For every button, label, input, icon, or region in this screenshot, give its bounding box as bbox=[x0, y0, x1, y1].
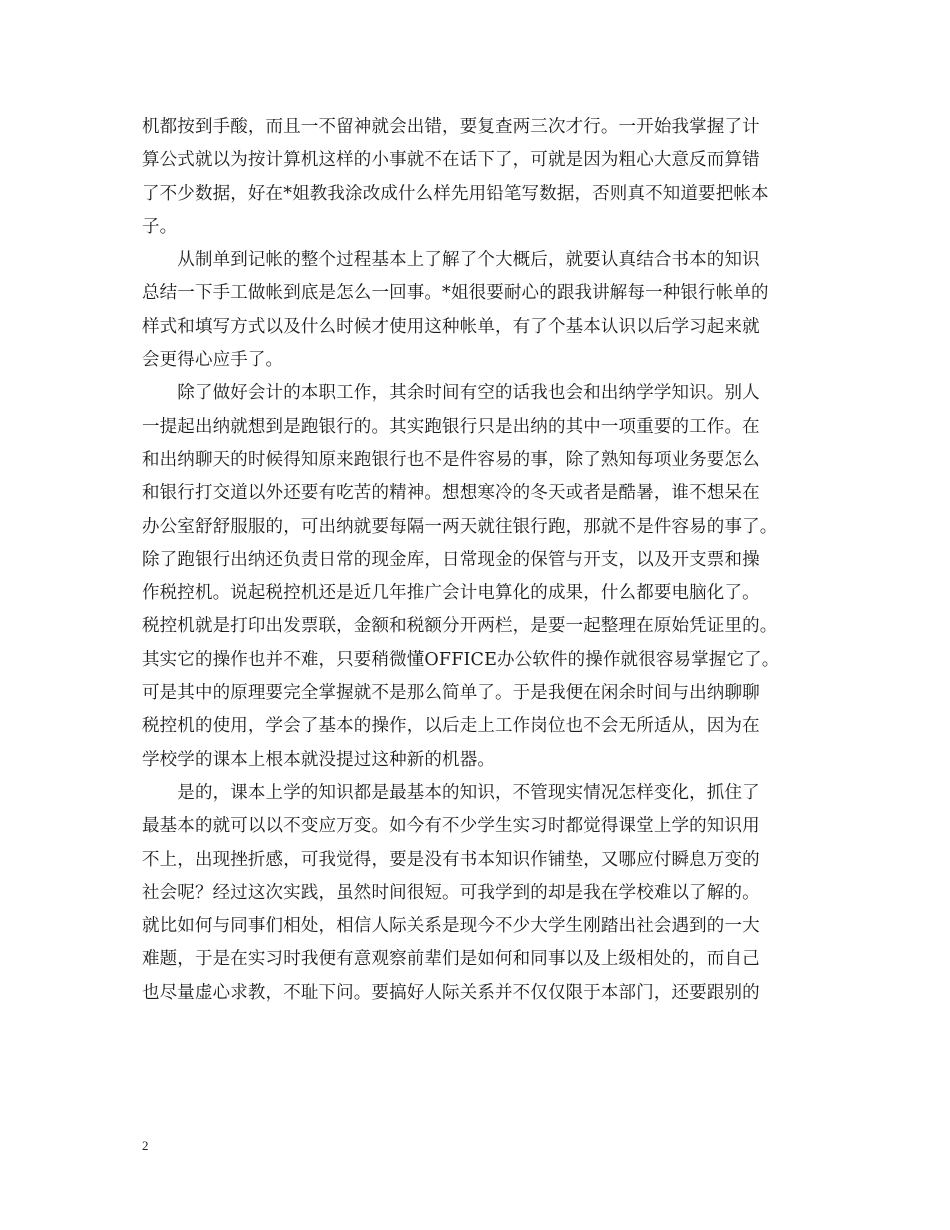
text-line: 和银行打交道以外还要有吃苦的精神。想想寒冷的冬天或者是酷暑，谁不想呆在 bbox=[142, 483, 760, 504]
paragraph bbox=[142, 244, 822, 377]
text-line: 学校学的课本上根本就没提过这种新的机器。 bbox=[142, 749, 495, 770]
text-line: 样式和填写方式以及什么时候才使用这种帐单，有了个基本认识以后学习起来就 bbox=[142, 316, 760, 337]
text-line: 也尽量虚心求教，不耻下问。要搞好人际关系并不仅仅限于本部门，还要跟别的 bbox=[142, 982, 760, 1003]
text-line: 算公式就以为按计算机这样的小事就不在话下了，可就是因为粗心大意反而算错 bbox=[142, 150, 760, 171]
paragraph bbox=[142, 777, 822, 1010]
text-line: 了不少数据，好在*姐教我涂改成什么样先用铅笔写数据，否则真不知道要把帐本 bbox=[142, 183, 769, 204]
paragraph bbox=[142, 111, 822, 244]
text-line: 除了跑银行出纳还负责日常的现金库，日常现金的保管与开支，以及开支票和操 bbox=[142, 549, 760, 570]
text-line: 一提起出纳就想到是跑银行的。其实跑银行只是出纳的其中一项重要的工作。在 bbox=[142, 416, 760, 437]
text-line: 社会呢？经过这次实践，虽然时间很短。可我学到的却是我在学校难以了解的。 bbox=[142, 882, 760, 903]
text-line: 和出纳聊天的时候得知原来跑银行也不是件容易的事，除了熟知每项业务要怎么 bbox=[142, 449, 760, 470]
text-line: 是的，课本上学的知识都是最基本的知识，不管现实情况怎样变化，抓住了 bbox=[142, 782, 760, 803]
text-line: 除了做好会计的本职工作，其余时间有空的话我也会和出纳学学知识。别人 bbox=[142, 383, 760, 404]
text-line: 就比如何与同事们相处，相信人际关系是现今不少大学生刚踏出社会遇到的一大 bbox=[142, 916, 760, 937]
text-line: 税控机的使用，学会了基本的操作，以后走上工作岗位也不会无所适从，因为在 bbox=[142, 716, 760, 737]
text-line: 办公室舒舒服服的，可出纳就要每隔一两天就往银行跑，那就不是件容易的事了。 bbox=[142, 516, 778, 537]
text-line: 子。 bbox=[142, 216, 178, 237]
text-line: 税控机就是打印出发票联，金额和税额分开两栏，是要一起整理在原始凭证里的。 bbox=[142, 616, 778, 637]
text-line: 总结一下手工做帐到底是怎么一回事。*姐很要耐心的跟我讲解每一种银行帐单的 bbox=[142, 283, 769, 304]
text-line: 会更得心应手了。 bbox=[142, 350, 284, 371]
text-line: 其实它的操作也并不难，只要稍微懂OFFICE办公软件的操作就很容易掌握它了。 bbox=[142, 649, 780, 670]
page-number: 2 bbox=[142, 1138, 149, 1153]
text-line: 难题，于是在实习时我便有意观察前辈们是如何和同事以及上级相处的，而自己 bbox=[142, 949, 760, 970]
text-line: 不上，出现挫折感，可我觉得，要是没有书本知识作铺垫，又哪应付瞬息万变的 bbox=[142, 849, 760, 870]
paragraph bbox=[142, 377, 822, 777]
text-line: 作税控机。说起税控机还是近几年推广会计电算化的成果，什么都要电脑化了。 bbox=[142, 583, 760, 604]
text-line: 机都按到手酸，而且一不留神就会出错，要复查两三次才行。一开始我掌握了计 bbox=[142, 117, 760, 137]
text-line: 从制单到记帐的整个过程基本上了解了个大概后，就要认真结合书本的知识 bbox=[142, 250, 760, 271]
text-line: 最基本的就可以以不变应万变。如今有不少学生实习时都觉得课堂上学的知识用 bbox=[142, 816, 760, 837]
text-line: 可是其中的原理要完全掌握就不是那么简单了。于是我便在闲余时间与出纳聊聊 bbox=[142, 683, 760, 704]
body-text bbox=[142, 111, 822, 1010]
